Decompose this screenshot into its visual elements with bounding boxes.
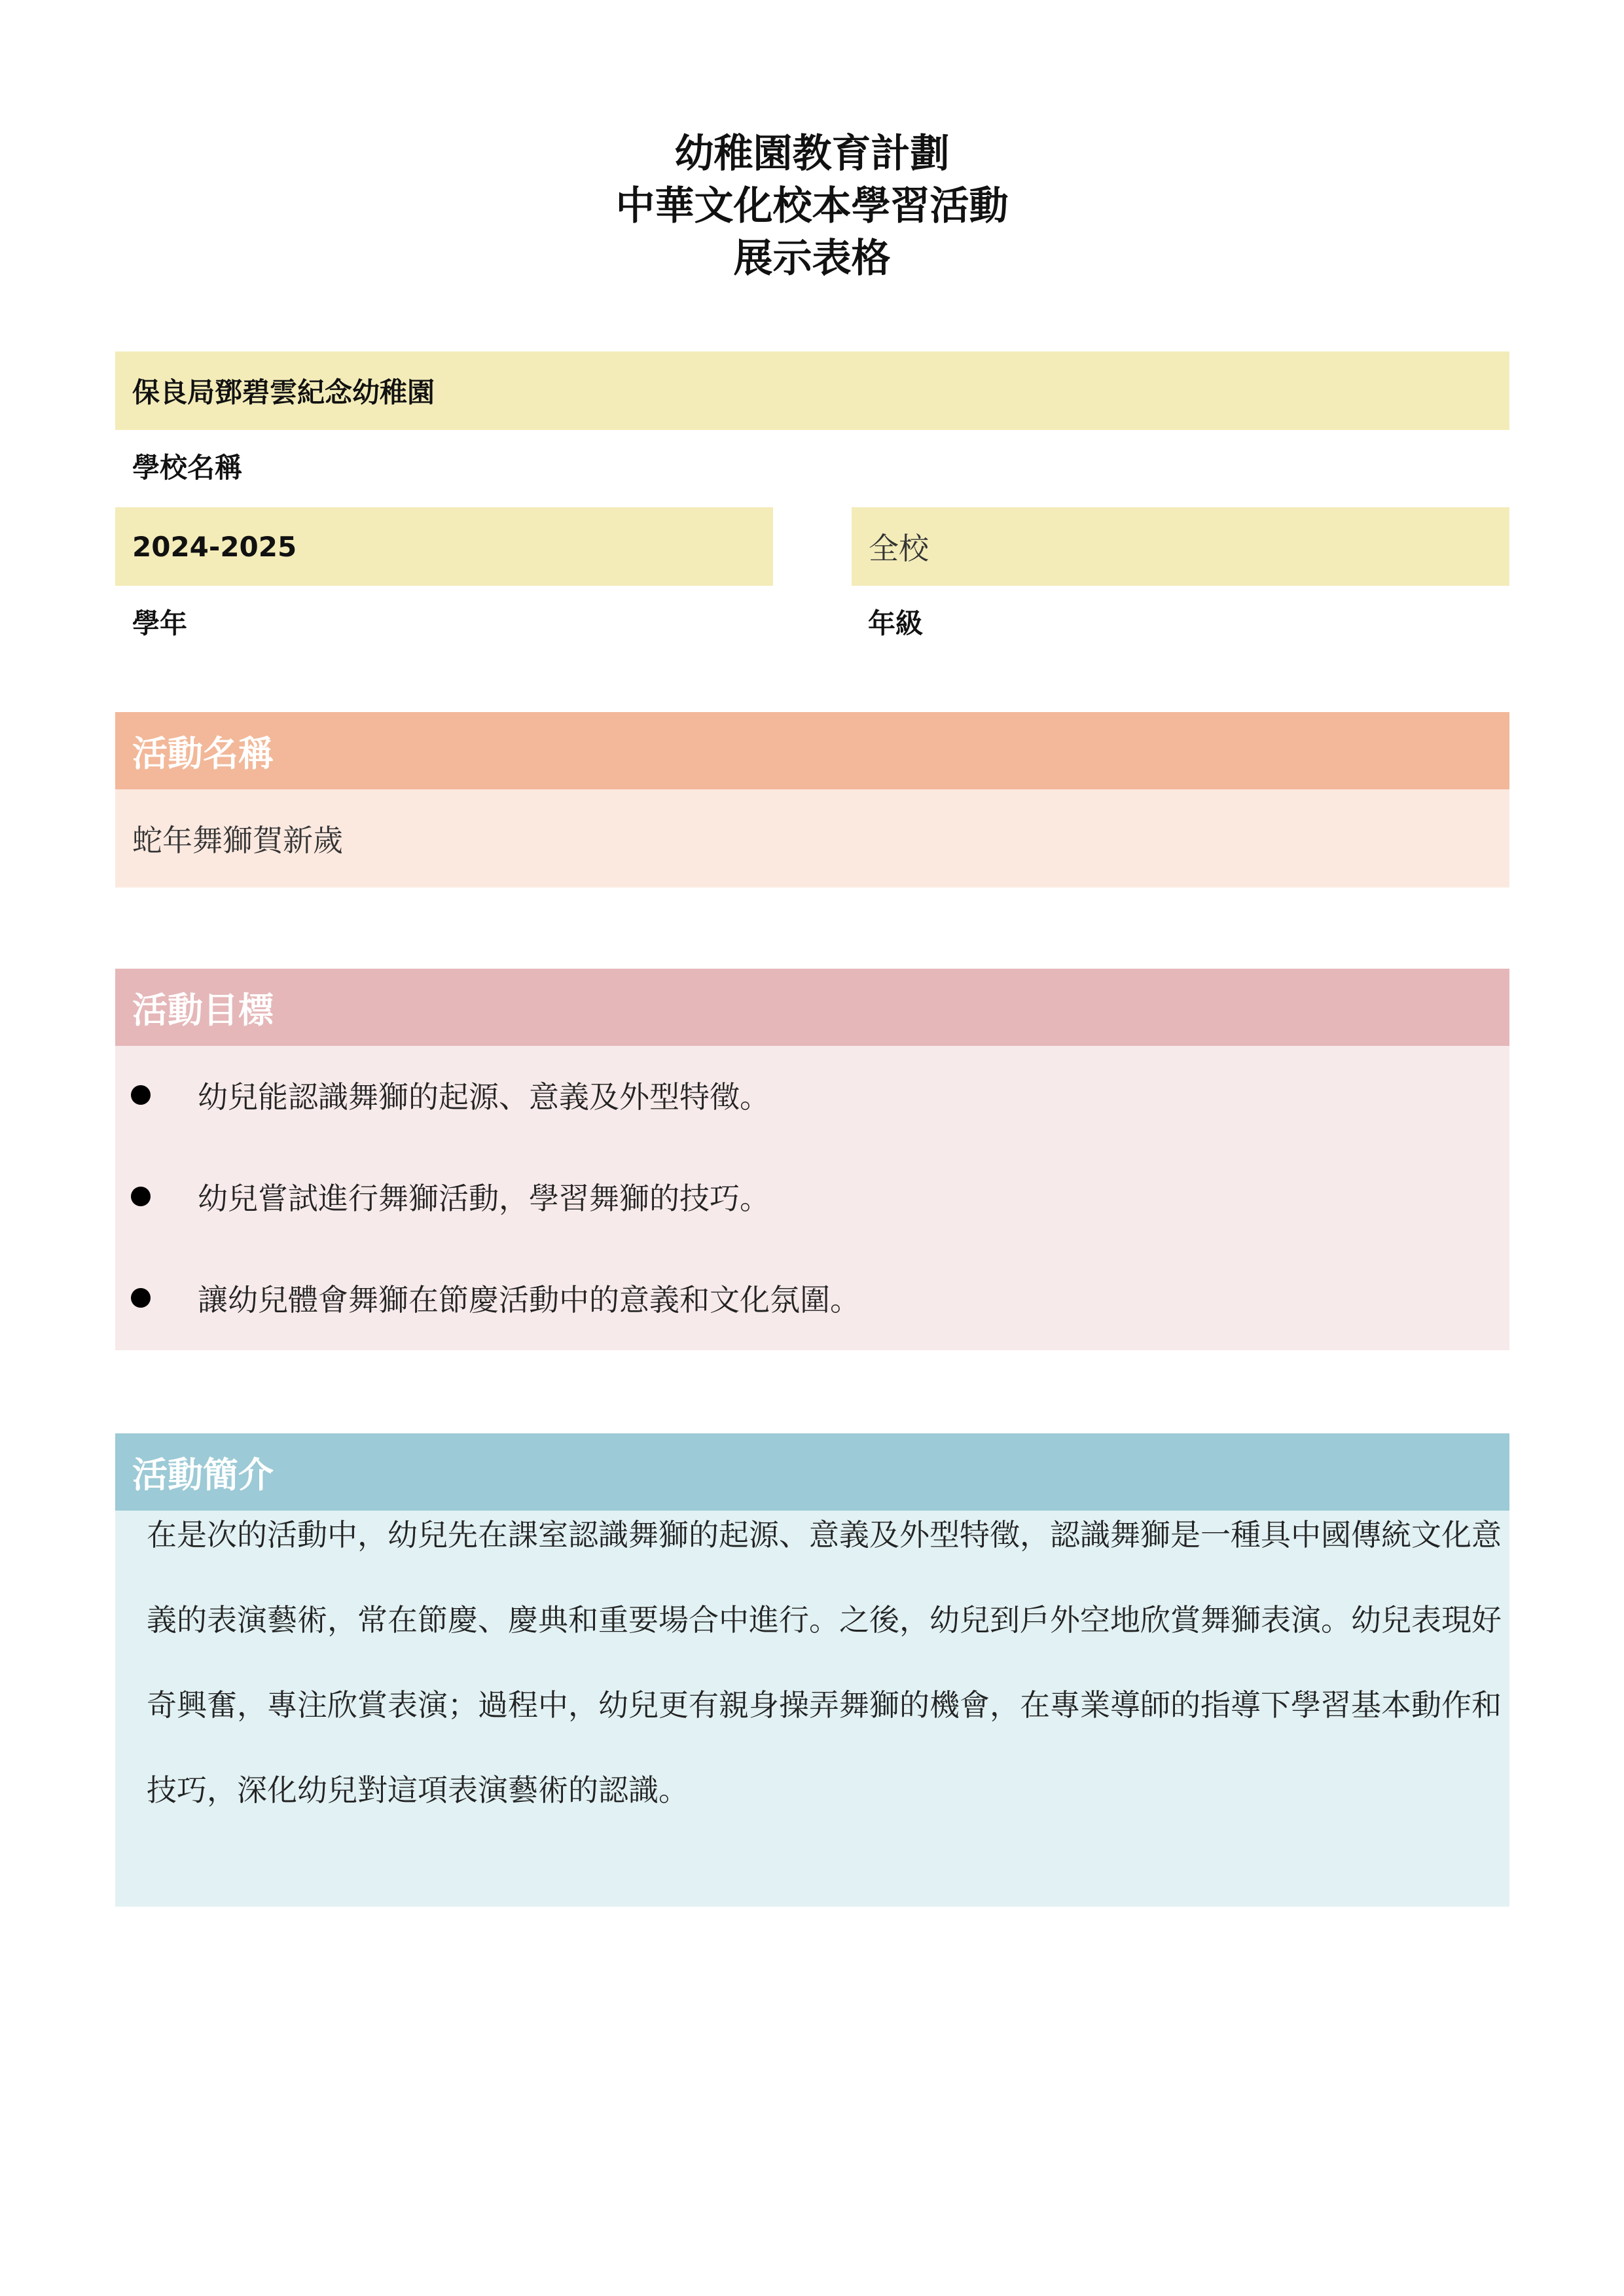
bullet-icon [131, 1288, 151, 1308]
school-year-label: 學年 [132, 607, 188, 639]
objectives-heading: 活動目標 [132, 989, 274, 1031]
school-year-value: 2024-2025 [132, 530, 297, 563]
grade-label: 年級 [868, 607, 924, 639]
title-line-3: 展示表格 [733, 236, 891, 281]
activity-name-value: 蛇年舞獅賀新歲 [132, 823, 343, 858]
grade-value: 全校 [869, 531, 929, 566]
objective-text: 幼兒能認識舞獅的起源、意義及外型特徵。 [198, 1079, 770, 1115]
activity-name-heading: 活動名稱 [132, 732, 274, 774]
title-line-2: 中華文化校本學習活動 [615, 183, 1009, 229]
school-name-field [115, 351, 1509, 430]
objectives-header [115, 969, 1509, 1046]
intro-heading: 活動簡介 [132, 1454, 274, 1496]
school-name-value: 保良局鄧碧雲紀念幼稚園 [132, 376, 435, 408]
activity-name-header [115, 712, 1509, 789]
objective-text: 幼兒嘗試進行舞獅活動，學習舞獅的技巧。 [198, 1181, 770, 1216]
bullet-icon [131, 1187, 151, 1206]
intro-text: 在是次的活動中，幼兒先在課室認識舞獅的起源、意義及外型特徵，認識舞獅是一種具中國傳統文化意義的表演藝術，常在節慶、慶典和重要場合中進行。之後，幼兒到戶外空地欣賞舞獅表演。幼兒表現好奇興奮，專注欣賞表演；過程中，幼兒更有親身操弄舞獅的機會，在專業導師的指導下學習基本動作和技巧，深化幼兒對這項表演藝術的認識。 [147, 1517, 1502, 1808]
grade-field [852, 507, 1509, 586]
document-title [0, 128, 1624, 285]
activity-name-body [115, 789, 1509, 888]
title-line-1: 幼稚園教育計劃 [674, 131, 950, 177]
objective-item [131, 1276, 860, 1319]
objective-item [131, 1073, 770, 1117]
school-year-field [115, 507, 773, 586]
school-name-label: 學校名稱 [132, 452, 243, 484]
bullet-icon [131, 1085, 151, 1105]
objective-text: 讓幼兒體會舞獅在節慶活動中的意義和文化氛圍。 [198, 1282, 860, 1318]
objective-item [131, 1175, 770, 1218]
